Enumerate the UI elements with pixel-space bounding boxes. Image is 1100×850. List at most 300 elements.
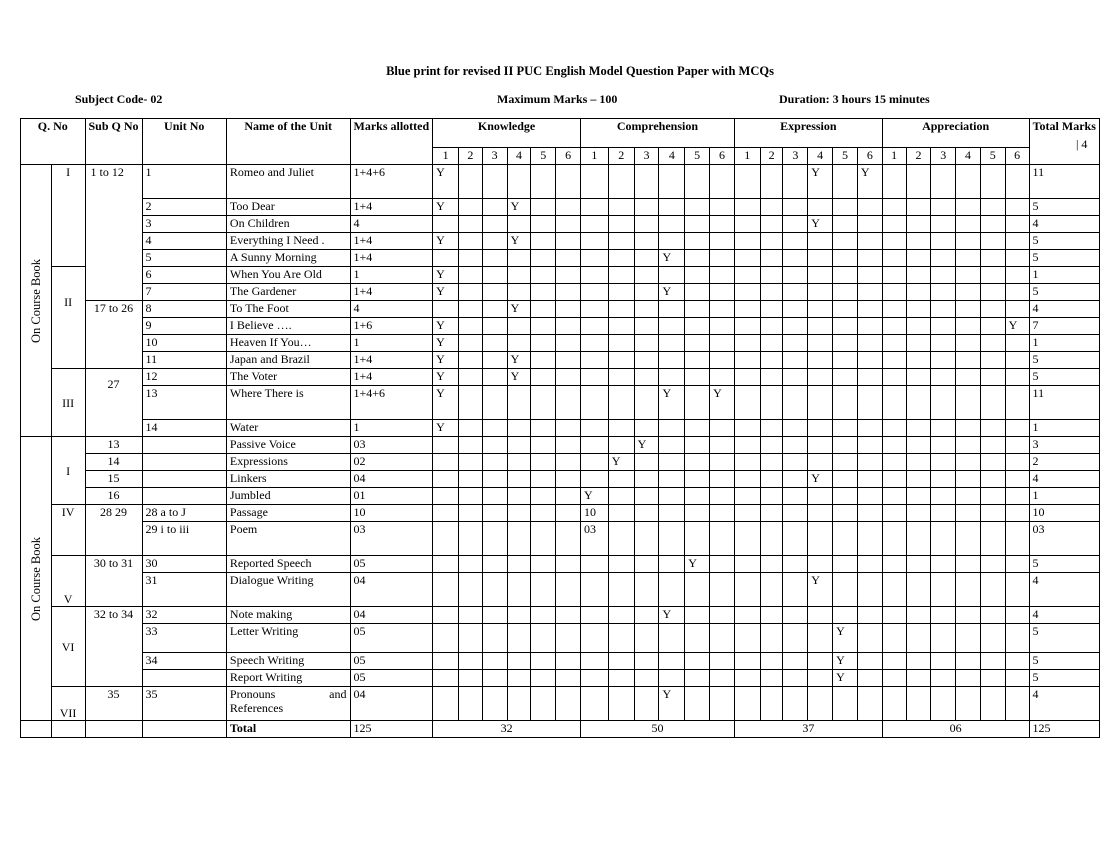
level-cell — [458, 301, 482, 318]
section-label-cell — [21, 165, 52, 437]
level-cell — [458, 165, 482, 199]
level-cell — [833, 437, 858, 454]
level-cell — [482, 607, 507, 624]
level-cell — [760, 352, 783, 369]
level-cell — [760, 284, 783, 301]
level-cell — [608, 522, 634, 556]
level-cell — [482, 352, 507, 369]
level-cell — [906, 471, 931, 488]
level-cell — [833, 318, 858, 335]
level-cell — [980, 687, 1005, 721]
level-cell — [556, 369, 581, 386]
marks-allotted: 1+4+6 — [350, 386, 433, 420]
level-cell — [580, 437, 608, 454]
level-cell — [659, 352, 685, 369]
unit-name: Pronouns and References — [226, 687, 350, 721]
level-cell — [760, 624, 783, 653]
level-cell — [931, 653, 956, 670]
level-cell — [980, 437, 1005, 454]
level-cell — [980, 522, 1005, 556]
level-cell — [882, 369, 906, 386]
level-cell — [556, 437, 581, 454]
level-cell — [760, 687, 783, 721]
level-cell — [685, 653, 710, 670]
level-cell — [659, 653, 685, 670]
level-cell — [931, 488, 956, 505]
page-number: | 4 — [1076, 137, 1088, 151]
table-row — [21, 267, 1100, 284]
level-cell — [685, 488, 710, 505]
level-cell — [931, 301, 956, 318]
level-cell — [1005, 386, 1029, 420]
level-cell — [685, 670, 710, 687]
unit-no: 34 — [142, 653, 226, 670]
level-cell — [685, 505, 710, 522]
level-cell — [906, 335, 931, 352]
level-cell — [608, 301, 634, 318]
level-cell — [482, 250, 507, 267]
level-cell — [734, 267, 760, 284]
level-cell — [857, 573, 882, 607]
level-cell — [808, 437, 833, 454]
level-cell — [458, 505, 482, 522]
level-cell — [608, 687, 634, 721]
header-unit-no: Unit No — [142, 119, 226, 165]
header-q-no: Q. No — [21, 119, 86, 165]
level-cell — [882, 250, 906, 267]
level-cell — [1005, 471, 1029, 488]
level-cell — [531, 301, 556, 318]
sub-q-number: 13 — [85, 437, 142, 454]
level-cell — [734, 624, 760, 653]
level-cell — [857, 488, 882, 505]
level-cell — [458, 284, 482, 301]
level-cell — [833, 301, 858, 318]
level-cell — [931, 573, 956, 607]
level-cell — [1005, 437, 1029, 454]
level-cell — [980, 352, 1005, 369]
level-cell — [634, 352, 659, 369]
level-cell — [556, 687, 581, 721]
marks-allotted: 05 — [350, 556, 433, 573]
level-cell — [710, 454, 735, 471]
level-number: 1 — [433, 148, 459, 165]
level-cell — [980, 653, 1005, 670]
unit-name: When You Are Old — [226, 267, 350, 284]
level-cell — [760, 386, 783, 420]
unit-name: Japan and Brazil — [226, 352, 350, 369]
level-cell — [634, 624, 659, 653]
level-cell — [1005, 352, 1029, 369]
level-cell — [685, 607, 710, 624]
level-cell — [808, 318, 833, 335]
unit-no: 6 — [142, 267, 226, 284]
unit-name: Jumbled — [226, 488, 350, 505]
level-cell — [980, 335, 1005, 352]
level-cell — [482, 556, 507, 573]
unit-name: Speech Writing — [226, 653, 350, 670]
level-cell — [783, 250, 808, 267]
level-cell — [556, 505, 581, 522]
level-cell — [956, 437, 981, 454]
level-cell — [507, 687, 531, 721]
table-row — [21, 556, 1100, 573]
level-cell — [833, 233, 858, 250]
level-cell — [685, 573, 710, 607]
header-total: Total Marks — [1029, 119, 1099, 165]
unit-no: 31 — [142, 573, 226, 607]
level-cell — [956, 454, 981, 471]
level-cell — [710, 573, 735, 607]
level-cell — [857, 607, 882, 624]
level-cell — [556, 199, 581, 216]
level-cell — [931, 369, 956, 386]
level-cell: Y — [433, 386, 459, 420]
level-cell — [458, 454, 482, 471]
level-cell — [882, 352, 906, 369]
marks-allotted: 1+4+6 — [350, 165, 433, 199]
marks-allotted: 1+4 — [350, 369, 433, 386]
unit-no — [142, 437, 226, 454]
level-cell — [833, 687, 858, 721]
level-cell — [531, 335, 556, 352]
level-cell — [760, 165, 783, 199]
unit-name: Note making — [226, 607, 350, 624]
unit-name: Expressions — [226, 454, 350, 471]
level-cell — [906, 216, 931, 233]
level-cell — [1005, 556, 1029, 573]
level-cell — [507, 653, 531, 670]
level-cell — [931, 556, 956, 573]
table-row — [21, 687, 1100, 721]
level-cell — [608, 267, 634, 284]
level-cell — [556, 335, 581, 352]
level-cell — [808, 687, 833, 721]
level-cell — [783, 624, 808, 653]
level-cell — [580, 216, 608, 233]
table-row — [21, 505, 1100, 522]
level-cell — [685, 454, 710, 471]
level-cell — [760, 233, 783, 250]
level-cell — [956, 488, 981, 505]
level-cell — [808, 386, 833, 420]
marks-allotted: 05 — [350, 670, 433, 687]
level-cell — [734, 488, 760, 505]
level-cell — [906, 369, 931, 386]
level-cell — [433, 437, 459, 454]
level-cell — [531, 216, 556, 233]
marks-allotted: 4 — [350, 301, 433, 318]
level-cell — [980, 386, 1005, 420]
level-cell — [734, 437, 760, 454]
level-cell — [608, 653, 634, 670]
unit-no: 7 — [142, 284, 226, 301]
level-cell — [734, 301, 760, 318]
level-cell — [1005, 670, 1029, 687]
level-cell — [710, 522, 735, 556]
level-cell — [710, 301, 735, 318]
level-cell — [760, 318, 783, 335]
level-cell — [458, 267, 482, 284]
level-cell: Y — [857, 165, 882, 199]
level-cell — [980, 284, 1005, 301]
level-cell: Y — [833, 624, 858, 653]
total-label: Total — [226, 721, 350, 738]
marks-allotted: 04 — [350, 687, 433, 721]
level-cell — [685, 165, 710, 199]
total-marks: 03 — [1029, 522, 1099, 556]
level-cell — [531, 573, 556, 607]
level-cell: Y — [634, 437, 659, 454]
unit-no: 14 — [142, 420, 226, 437]
level-cell — [710, 352, 735, 369]
level-cell — [906, 624, 931, 653]
level-cell — [580, 284, 608, 301]
level-cell — [580, 335, 608, 352]
level-cell — [1005, 267, 1029, 284]
level-cell — [734, 369, 760, 386]
unit-name: Passive Voice — [226, 437, 350, 454]
level-cell — [531, 607, 556, 624]
level-cell — [556, 386, 581, 420]
header-unit-name: Name of the Unit — [226, 119, 350, 165]
level-cell — [931, 284, 956, 301]
level-cell — [760, 335, 783, 352]
level-cell — [882, 216, 906, 233]
level-cell — [956, 267, 981, 284]
level-number: 5 — [531, 148, 556, 165]
level-cell — [531, 522, 556, 556]
level-number: 1 — [734, 148, 760, 165]
level-cell — [956, 335, 981, 352]
level-cell — [507, 488, 531, 505]
marks-allotted: 1+4 — [350, 199, 433, 216]
level-cell — [608, 607, 634, 624]
level-cell: Y — [685, 556, 710, 573]
level-cell — [1005, 301, 1029, 318]
level-cell — [608, 670, 634, 687]
level-cell — [980, 573, 1005, 607]
level-cell — [857, 556, 882, 573]
level-cell — [882, 437, 906, 454]
level-cell — [634, 454, 659, 471]
level-cell — [710, 471, 735, 488]
total-marks: 4 — [1029, 471, 1099, 488]
level-cell — [608, 505, 634, 522]
level-cell — [783, 301, 808, 318]
level-cell: Y — [433, 199, 459, 216]
level-cell — [882, 471, 906, 488]
level-cell — [808, 522, 833, 556]
level-cell — [458, 420, 482, 437]
level-cell — [760, 573, 783, 607]
level-cell — [906, 556, 931, 573]
level-cell — [1005, 505, 1029, 522]
level-cell: Y — [808, 573, 833, 607]
level-cell — [956, 573, 981, 607]
level-cell — [783, 670, 808, 687]
level-cell — [685, 335, 710, 352]
level-cell — [980, 454, 1005, 471]
level-cell — [833, 488, 858, 505]
level-cell — [783, 352, 808, 369]
level-cell — [482, 670, 507, 687]
level-cell — [931, 437, 956, 454]
level-cell — [531, 250, 556, 267]
level-cell — [659, 437, 685, 454]
level-cell — [507, 284, 531, 301]
unit-no — [142, 488, 226, 505]
level-cell — [808, 335, 833, 352]
level-cell — [760, 522, 783, 556]
document-title: Blue print for revised II PUC English Model Question Paper with MCQs — [386, 64, 774, 78]
level-cell — [734, 607, 760, 624]
level-cell — [808, 556, 833, 573]
marks-allotted: 1+4 — [350, 233, 433, 250]
level-cell — [882, 488, 906, 505]
level-cell — [833, 386, 858, 420]
level-cell — [857, 522, 882, 556]
level-cell — [482, 233, 507, 250]
level-cell — [760, 267, 783, 284]
level-cell — [482, 165, 507, 199]
level-number: 4 — [808, 148, 833, 165]
level-cell — [507, 607, 531, 624]
level-cell — [833, 250, 858, 267]
level-cell — [580, 556, 608, 573]
level-cell — [659, 318, 685, 335]
level-number: 1 — [882, 148, 906, 165]
level-cell — [482, 437, 507, 454]
level-cell: Y — [808, 471, 833, 488]
sub-q-number: 28 29 — [85, 505, 142, 556]
level-cell — [734, 335, 760, 352]
level-cell — [882, 670, 906, 687]
level-cell — [458, 670, 482, 687]
level-cell — [433, 624, 459, 653]
level-cell — [685, 522, 710, 556]
level-cell — [507, 624, 531, 653]
level-cell — [433, 250, 459, 267]
level-cell — [659, 267, 685, 284]
level-cell — [833, 471, 858, 488]
table-row — [21, 624, 1100, 653]
level-cell — [433, 607, 459, 624]
level-cell — [906, 352, 931, 369]
level-cell — [857, 318, 882, 335]
level-cell — [906, 573, 931, 607]
level-cell — [906, 233, 931, 250]
level-cell: Y — [833, 670, 858, 687]
level-number: 2 — [608, 148, 634, 165]
table-cell — [21, 721, 52, 738]
level-cell — [556, 488, 581, 505]
level-cell — [556, 420, 581, 437]
level-cell — [685, 233, 710, 250]
level-cell — [634, 488, 659, 505]
level-cell — [783, 369, 808, 386]
level-cell — [734, 505, 760, 522]
level-cell — [685, 624, 710, 653]
level-cell — [608, 216, 634, 233]
unit-name: Water — [226, 420, 350, 437]
level-cell — [531, 505, 556, 522]
level-cell — [433, 216, 459, 233]
level-cell — [906, 437, 931, 454]
level-cell — [906, 165, 931, 199]
level-number: 6 — [1005, 148, 1029, 165]
level-cell — [433, 454, 459, 471]
unit-no: 10 — [142, 335, 226, 352]
section-label-cell — [21, 437, 52, 721]
level-cell — [760, 250, 783, 267]
level-cell — [734, 653, 760, 670]
level-cell — [1005, 653, 1029, 670]
level-cell — [482, 318, 507, 335]
level-cell — [507, 556, 531, 573]
level-cell — [659, 556, 685, 573]
level-cell — [556, 670, 581, 687]
level-cell — [608, 199, 634, 216]
level-cell — [608, 165, 634, 199]
unit-name: Romeo and Juliet — [226, 165, 350, 199]
total-marks: 1 — [1029, 488, 1099, 505]
level-cell — [808, 624, 833, 653]
level-cell — [482, 199, 507, 216]
level-cell — [1005, 250, 1029, 267]
level-cell — [833, 284, 858, 301]
level-cell — [482, 505, 507, 522]
level-cell — [458, 607, 482, 624]
level-cell — [531, 233, 556, 250]
level-cell — [482, 687, 507, 721]
level-number: 3 — [783, 148, 808, 165]
level-cell: Y — [659, 607, 685, 624]
level-cell — [608, 284, 634, 301]
total-marks: 10 — [1029, 505, 1099, 522]
level-cell — [734, 250, 760, 267]
level-cell — [906, 250, 931, 267]
q-number: VI — [51, 607, 85, 687]
level-cell — [458, 471, 482, 488]
level-cell — [808, 199, 833, 216]
level-cell — [556, 233, 581, 250]
unit-no: 30 — [142, 556, 226, 573]
level-cell — [783, 505, 808, 522]
level-cell — [783, 420, 808, 437]
level-cell — [531, 165, 556, 199]
level-cell — [734, 471, 760, 488]
level-cell — [710, 250, 735, 267]
level-cell: Y — [507, 199, 531, 216]
total-marks-allotted: 125 — [350, 721, 433, 738]
level-cell — [882, 165, 906, 199]
level-cell — [634, 165, 659, 199]
level-number: 2 — [458, 148, 482, 165]
level-cell — [734, 454, 760, 471]
level-cell — [956, 653, 981, 670]
level-cell — [882, 301, 906, 318]
level-cell — [783, 556, 808, 573]
level-cell — [710, 505, 735, 522]
level-cell — [685, 250, 710, 267]
table-row — [21, 335, 1100, 352]
level-cell — [956, 216, 981, 233]
level-cell — [906, 454, 931, 471]
level-cell — [833, 454, 858, 471]
unit-no: 12 — [142, 369, 226, 386]
table-row — [21, 233, 1100, 250]
